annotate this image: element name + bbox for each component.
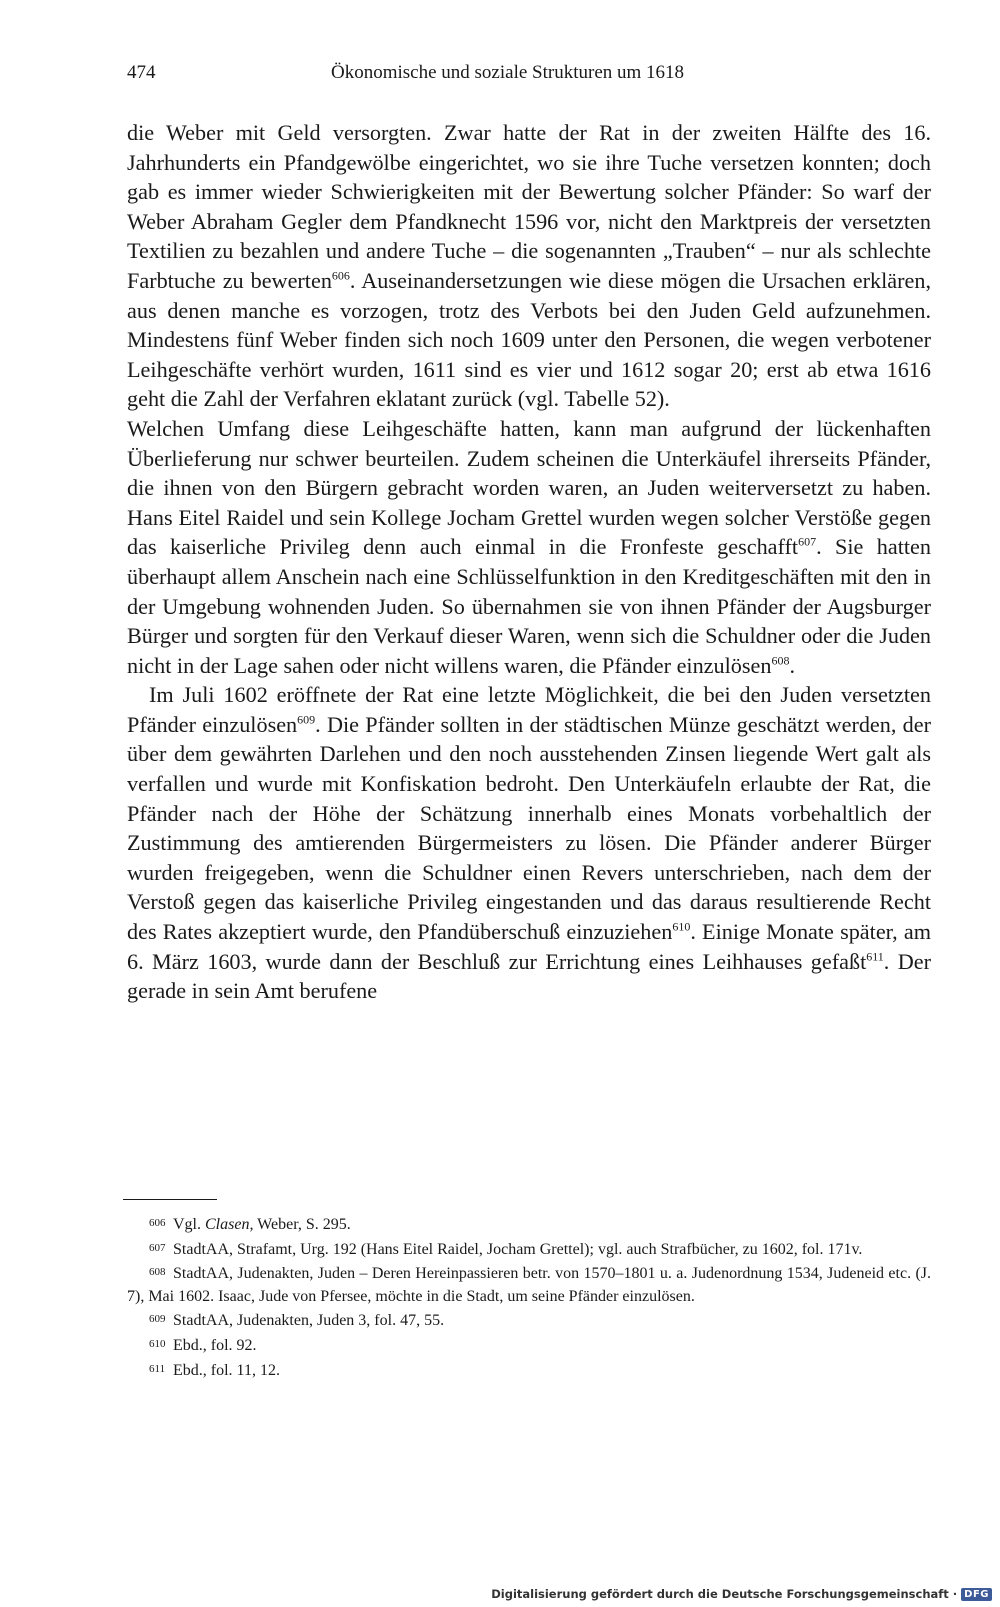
running-header — [127, 62, 927, 88]
footnote-ref-608[interactable]: 608 — [771, 653, 790, 668]
paragraph-2 — [127, 414, 931, 680]
footnote-text: Ebd., fol. 11, 12. — [173, 1361, 280, 1379]
footnote-text: StadtAA, Strafamt, Urg. 192 (Hans Eitel Raidel, Jocham Grettel); vgl. auch Strafbücher, zu 1602, fol. 171v. — [173, 1240, 863, 1258]
footnote-ref-606[interactable]: 606 — [331, 268, 350, 283]
footnote-text: Ebd., fol. 92. — [173, 1336, 257, 1354]
footnote — [127, 1358, 931, 1383]
footnote — [127, 1261, 931, 1308]
paragraph-1 — [127, 118, 931, 414]
text-run: . Einige Monate später, am 6. März 1603, wurde dann der Beschluß zur Errichtung eines Leihhauses gefaßt — [127, 919, 931, 974]
text-run: . Die Pfänder sollten in der städtischen Münze geschätzt werden, der über dem gewährten Darlehen und den noch ausstehenden Zinsen liegende Wert galt als verfallen und wurde mit Konfiskation bedroht. Den Unterkäufeln erlaubte der Rat, die Pfänder nach der Höhe der Schätzung innerhalb eines Monats vorbehaltlich der Zustimmung des amtierenden Bürgermeisters zu lösen. Die Pfänder anderer Bürger wurden freigegeben, wenn die Schuldner einen Revers unterschrieben, nach dem der Verstoß gegen das kaiserliche Privileg eingestanden und das daraus resultierende Recht des Rates akzeptiert wurde, den Pfandüberschuß einzuziehen — [127, 711, 932, 945]
footnote-number: 610 — [149, 1337, 166, 1350]
footnote-number: 607 — [149, 1241, 166, 1254]
footnote-divider — [123, 1199, 217, 1200]
footnote-ref-609[interactable]: 609 — [297, 712, 316, 727]
footnote-ref-607[interactable]: 607 — [798, 534, 817, 549]
page-number: 474 — [127, 62, 156, 83]
body-text — [127, 118, 931, 1006]
footnote-text: StadtAA, Judenakten, Juden – Deren Hereinpassieren betr. von 1570–1801 u. a. Judenordnung 1534, Judeneid etc. (J. 7), Mai 1602. Isaac, Jude von Pfersee, möchte in die Stadt, um seine Pfänder einzulösen. — [127, 1265, 931, 1305]
credit-text: Digitalisierung gefördert durch die Deutsche Forschungsgemeinschaft · — [491, 1587, 958, 1601]
footnote — [127, 1212, 931, 1237]
footnote-ref-611[interactable]: 611 — [866, 949, 884, 964]
footnote — [127, 1237, 931, 1262]
text-run: . — [789, 652, 795, 678]
footnote-author: Clasen, — [205, 1216, 254, 1233]
running-title: Ökonomische und soziale Strukturen um 1618 — [331, 62, 685, 83]
text-run: die Weber mit Geld versorgten. Zwar hatte der Rat in der zweiten Hälfte des 16. Jahrhunderts ein Pfandgewölbe eingerichtet, wo sie ihre Tuche versetzen konnten; doch gab es immer wieder Schwierigkeiten mit der Bewertung solcher Pfänder: So warf der Weber Abraham Gegler dem Pfandknecht 1596 vor, nicht den Marktpreis der versetzten Textilien zu bezahlen und andere Tuche – die sogenannten „Trauben“ – nur als schlechte Farbtuche zu bewerten — [127, 120, 931, 293]
paragraph-3 — [127, 680, 931, 1006]
footnote-number: 611 — [149, 1362, 166, 1375]
footnote-number: 606 — [149, 1217, 166, 1229]
text-run: Welchen Umfang diese Leihgeschäfte hatten, kann man aufgrund der lückenhaften Überlieferung nur schwer beurteilen. Zudem scheinen die Unterkäufel ihrerseits Pfänder, die ihnen von den Bürgern gebracht worden waren, an Juden weiterversetzt zu haben. Hans Eitel Raidel und sein Kollege Jocham Grettel wurden wegen solcher Verstöße gegen das kaiserliche Privileg denn auch einmal in die Fronfeste geschafft — [127, 415, 931, 560]
footnote-number: 609 — [149, 1313, 166, 1326]
text-run: . Der gerade in sein Amt berufene — [127, 948, 931, 1004]
dfg-logo: DFG — [961, 1588, 992, 1601]
text-run: . Auseinandersetzungen wie diese mögen die Ursachen erklären, aus denen manche es vorzogen, trotz des Verbots bei den Juden Geld aufzunehmen. Mindestens fünf Weber finden sich noch 1609 unter den Personen, die wegen verbotener Leihgeschäfte verhört wurden, 1611 sind es vier und 1612 sogar 20; erst ab etwa 1616 geht die Zahl der Verfahren eklatant zurück (vgl. Tabelle 52). — [127, 267, 931, 412]
footnote — [127, 1333, 931, 1358]
footnotes — [127, 1212, 931, 1382]
footnote-text: Vgl. — [173, 1216, 205, 1233]
text-run: . Sie hatten überhaupt allem Anschein nach eine Schlüsselfunktion in den Kreditgeschäften mit den in der Umgebung wohnenden Juden. So übernahmen sie von ihnen Pfänder der Augsburger Bürger und sorgten für den Verkauf dieser Waren, wenn sich die Schuldner oder die Juden nicht in der Lage sahen oder nicht willens waren, die Pfänder einzulösen — [127, 534, 931, 678]
footnote-ref-610[interactable]: 610 — [672, 919, 691, 934]
text-run: Im Juli 1602 eröffnete der Rat eine letzte Möglichkeit, die bei den Juden versetzten Pfänder einzulösen — [127, 682, 931, 737]
footnote-number: 608 — [149, 1266, 166, 1279]
footnote — [127, 1308, 931, 1333]
footnote-text: StadtAA, Judenakten, Juden 3, fol. 47, 55. — [173, 1312, 445, 1330]
footnote-text: Weber, S. 295. — [253, 1216, 351, 1233]
digitization-credit — [491, 1587, 992, 1601]
